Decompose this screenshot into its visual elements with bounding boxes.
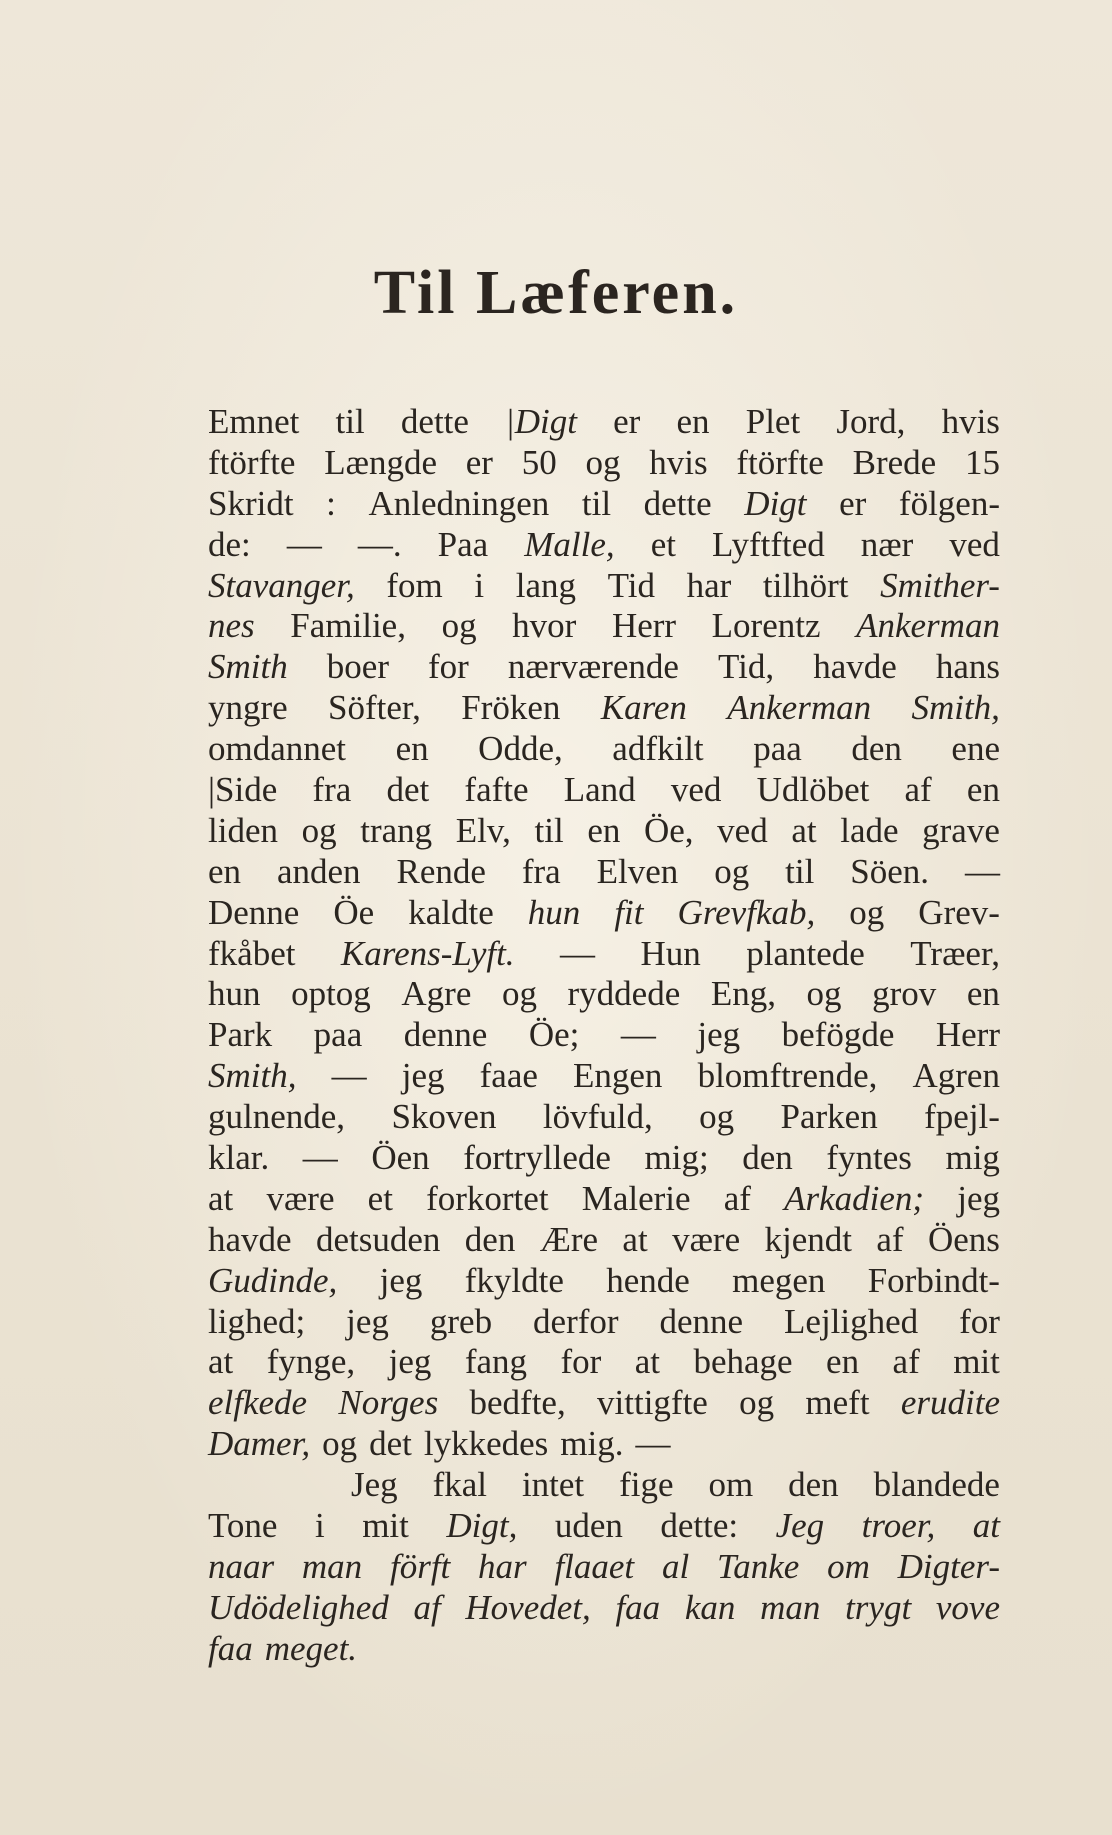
- word: Söen.: [850, 851, 930, 891]
- word: kjendt: [764, 1219, 852, 1259]
- word: —: [620, 1015, 656, 1055]
- word: boer: [326, 647, 389, 687]
- word: at: [791, 810, 817, 850]
- paragraph2-line: [208, 1629, 1000, 1670]
- word: være: [266, 1178, 335, 1218]
- word: Forbindt-: [867, 1260, 1000, 1300]
- word: |Digt: [505, 402, 577, 441]
- word: Öen: [371, 1138, 430, 1178]
- word: vove: [935, 1587, 1000, 1627]
- word: Land: [563, 770, 636, 810]
- word: forkortet: [426, 1178, 549, 1218]
- word: fra: [521, 851, 561, 891]
- word: trang: [360, 810, 433, 850]
- word: Lyftfted: [712, 524, 825, 564]
- word: paa: [753, 729, 802, 769]
- word: naar: [208, 1546, 275, 1586]
- word: Tone: [208, 1506, 278, 1546]
- word: ved: [717, 810, 768, 850]
- word: Parken: [780, 1097, 878, 1137]
- word: Lorentz: [711, 606, 821, 646]
- word: intet: [521, 1465, 585, 1505]
- word: optog: [291, 974, 371, 1014]
- word: Park: [208, 1015, 273, 1055]
- word: til: [335, 402, 365, 441]
- word: at: [208, 1178, 234, 1218]
- paragraph1-line: [208, 1097, 1000, 1138]
- word: Tid: [607, 565, 655, 605]
- word: ved: [670, 770, 722, 810]
- word: Malerie: [581, 1178, 691, 1218]
- paragraph1-line: [208, 1056, 1000, 1097]
- word: en: [208, 851, 242, 891]
- word: hende: [606, 1260, 690, 1300]
- word: det: [386, 770, 430, 810]
- word: man: [760, 1587, 821, 1627]
- word: Jeg: [775, 1506, 825, 1546]
- word: ved: [949, 524, 1000, 564]
- word: denne: [403, 1015, 488, 1055]
- word: flaaet: [554, 1546, 635, 1586]
- paragraph1-line: [208, 688, 1000, 729]
- word: Skridt: [208, 483, 294, 523]
- word: er: [613, 402, 641, 441]
- word: det: [369, 1424, 412, 1464]
- word: og: [322, 1424, 358, 1464]
- word: har: [478, 1546, 527, 1586]
- word: et: [650, 524, 676, 564]
- word: megen: [732, 1260, 826, 1300]
- word: Emnet: [208, 402, 300, 441]
- word: Herr: [611, 606, 677, 646]
- paragraph1-line: [208, 443, 1000, 484]
- word: hun: [208, 974, 261, 1014]
- word: Anledningen: [368, 483, 550, 523]
- word: mig: [945, 1138, 1000, 1178]
- word: paa: [313, 1015, 363, 1055]
- word: Eng,: [710, 974, 776, 1014]
- word: en: [826, 1342, 860, 1382]
- word: gulnende,: [208, 1097, 346, 1137]
- paragraph1-line: [208, 1424, 1000, 1465]
- word: ene: [951, 729, 1000, 769]
- word: blandede: [873, 1465, 1000, 1505]
- word: |Side: [208, 770, 278, 810]
- word: faa: [208, 1628, 253, 1668]
- word: Rende: [396, 851, 486, 891]
- word: Karens-Lyft.: [340, 933, 515, 973]
- word: mit: [362, 1506, 409, 1546]
- word: liden: [208, 810, 278, 850]
- word: Digt: [744, 483, 807, 523]
- paragraph1-line: [208, 484, 1000, 525]
- word: er: [839, 483, 867, 523]
- word: af: [723, 1178, 751, 1218]
- word: for: [959, 1301, 1000, 1341]
- word: Plet: [745, 402, 801, 441]
- page-title: Til Læferen.: [373, 259, 739, 327]
- word: i: [474, 565, 485, 605]
- word: man: [301, 1546, 363, 1586]
- word: og: [585, 442, 621, 482]
- word: klar.: [208, 1138, 270, 1178]
- word: 50: [521, 442, 557, 482]
- word: og: [699, 1097, 735, 1137]
- word: jeg: [697, 1015, 741, 1055]
- word: fortryllede: [463, 1138, 611, 1178]
- word: Lejlighed: [784, 1301, 919, 1341]
- word: fra: [312, 770, 352, 810]
- word: Længde: [324, 442, 437, 482]
- paragraph1-line: [208, 729, 1000, 770]
- word: jeg: [346, 1301, 389, 1341]
- word: fit: [614, 892, 644, 932]
- paragraph1-line: [208, 852, 1000, 893]
- paragraph1-line: [208, 1220, 1000, 1261]
- paragraph1-line: [208, 1138, 1000, 1179]
- word: af: [892, 1342, 920, 1382]
- word: al: [661, 1546, 690, 1586]
- word: Fröken: [461, 688, 561, 728]
- paragraph2-line: [208, 1588, 1000, 1629]
- word: fkåbet: [208, 933, 296, 973]
- word: jeg: [957, 1178, 1000, 1218]
- word: —: [331, 1056, 367, 1096]
- word: plantede: [746, 933, 865, 973]
- word: trygt: [845, 1587, 912, 1627]
- word: fkyldte: [464, 1260, 564, 1300]
- word: —: [560, 933, 596, 973]
- paragraph1-line: [208, 893, 1000, 934]
- word: Ankerman: [727, 688, 872, 728]
- word: og: [501, 974, 537, 1014]
- word: lade: [840, 810, 899, 850]
- word: Malle,: [524, 524, 615, 564]
- word: og: [806, 974, 842, 1014]
- word: for: [560, 1342, 602, 1382]
- word: Digt,: [446, 1506, 518, 1546]
- word: Træer,: [910, 933, 1000, 973]
- word: jeg: [388, 1342, 432, 1382]
- word: Hun: [640, 933, 701, 973]
- word: Engen: [573, 1056, 663, 1096]
- word: Elven: [596, 851, 679, 891]
- word: Hovedet,: [465, 1587, 591, 1627]
- word: en: [395, 729, 429, 769]
- word: Agre: [401, 974, 472, 1014]
- word: en: [966, 974, 1000, 1014]
- word: havde: [813, 647, 897, 687]
- word: Stavanger,: [208, 565, 355, 605]
- word: :: [326, 483, 336, 523]
- paragraph2-line: [208, 1465, 1000, 1506]
- word: Öe;: [528, 1015, 580, 1055]
- word: fom: [386, 565, 443, 605]
- word: ftörfte: [208, 442, 296, 482]
- word: befögde: [781, 1015, 895, 1055]
- word: for: [428, 647, 469, 687]
- word: Öens: [927, 1219, 1000, 1259]
- word: og: [441, 606, 477, 646]
- word: fölgen-: [898, 483, 1000, 523]
- word: være: [672, 1219, 741, 1259]
- word: fyntes: [826, 1138, 912, 1178]
- paragraph1-line: [208, 770, 1000, 811]
- word: mig.: [560, 1424, 624, 1464]
- word: fang: [464, 1342, 528, 1382]
- word: Smith,: [911, 688, 1000, 728]
- word: Öe,: [643, 810, 694, 850]
- word: at: [972, 1506, 1000, 1546]
- word: en: [587, 810, 621, 850]
- word: fynge,: [266, 1342, 356, 1382]
- word: Digter-: [897, 1546, 1000, 1586]
- word: yngre: [208, 688, 288, 728]
- word: ryddede: [567, 974, 681, 1014]
- word: et: [367, 1178, 393, 1218]
- word: at: [622, 1219, 648, 1259]
- word: Tid,: [718, 647, 775, 687]
- word: Smith,: [208, 1056, 297, 1096]
- paragraph1-line: [208, 1015, 1000, 1056]
- word: dette:: [660, 1506, 739, 1546]
- word: hvor: [512, 606, 577, 646]
- word: omdannet: [208, 729, 347, 769]
- word: detsuden: [315, 1219, 441, 1259]
- word: den: [742, 1138, 793, 1178]
- word: Udlöbet: [756, 770, 870, 810]
- word: er: [465, 442, 493, 482]
- word: Elv,: [455, 810, 511, 850]
- word: derfor: [533, 1301, 619, 1341]
- word: Herr: [935, 1015, 1000, 1055]
- word: at: [208, 1342, 234, 1382]
- word: Denne: [208, 892, 300, 932]
- word: hvis: [649, 442, 708, 482]
- word: havde: [208, 1219, 292, 1259]
- word: til: [581, 483, 612, 523]
- word: dette: [400, 402, 469, 441]
- word: lykkedes: [423, 1424, 549, 1464]
- word: elfkede: [208, 1383, 308, 1423]
- word: Öe: [333, 892, 375, 932]
- word: den: [851, 729, 902, 769]
- word: til: [785, 851, 815, 891]
- word: uden: [554, 1506, 623, 1546]
- word: har: [686, 565, 732, 605]
- word: grov: [872, 974, 937, 1014]
- word: nær: [860, 524, 914, 564]
- word: af: [904, 770, 932, 810]
- paragraph2-line: [208, 1547, 1000, 1588]
- word: greb: [429, 1301, 493, 1341]
- word: faae: [479, 1056, 538, 1096]
- word: af: [876, 1219, 904, 1259]
- word: —: [964, 851, 1000, 891]
- word: om: [708, 1465, 754, 1505]
- word: fkal: [432, 1465, 488, 1505]
- word: denne: [659, 1301, 744, 1341]
- word: Gudinde,: [208, 1260, 338, 1300]
- word: lövfuld,: [542, 1097, 653, 1137]
- paragraph2-line: [208, 1506, 1000, 1547]
- word: Jord,: [836, 402, 906, 441]
- paragraph1-line: [208, 1342, 1000, 1383]
- word: grave: [922, 810, 1000, 850]
- word: anden: [276, 851, 361, 891]
- word: Smither-: [880, 565, 1000, 605]
- word: Grevfkab,: [677, 892, 816, 932]
- word: den: [464, 1219, 516, 1259]
- word: adfkilt: [612, 729, 704, 769]
- word: om: [827, 1546, 870, 1586]
- word: fige: [619, 1465, 674, 1505]
- word: —: [286, 524, 322, 564]
- word: meget.: [264, 1628, 358, 1668]
- word: Tanke: [716, 1546, 800, 1586]
- word: hvis: [941, 402, 1000, 441]
- word: nes: [208, 606, 255, 646]
- word: de:: [208, 524, 251, 564]
- paragraph1-line: [208, 1383, 1000, 1424]
- word: fpejl-: [924, 1097, 1000, 1137]
- word: nærværende: [507, 647, 679, 687]
- word: og: [739, 1383, 775, 1423]
- word: jeg: [401, 1056, 445, 1096]
- word: til: [534, 810, 564, 850]
- paragraph1-line: [208, 1302, 1000, 1343]
- word: mig;: [644, 1138, 709, 1178]
- word: Familie,: [290, 606, 406, 646]
- word: Jeg: [351, 1465, 398, 1505]
- word: Ære: [539, 1219, 599, 1259]
- word: jeg: [379, 1260, 423, 1300]
- word: kaldte: [408, 892, 494, 932]
- word: erudite: [900, 1383, 1000, 1423]
- word: blomftrende,: [697, 1056, 878, 1096]
- word: Odde,: [478, 729, 563, 769]
- word: —: [302, 1138, 338, 1178]
- word: hun: [527, 892, 581, 932]
- word: —: [635, 1424, 671, 1464]
- word: mit: [953, 1342, 1000, 1382]
- word: dette: [643, 483, 712, 523]
- word: Karen: [600, 688, 687, 728]
- word: vittigfte: [597, 1383, 708, 1423]
- word: at: [634, 1342, 661, 1382]
- word: hans: [935, 647, 1000, 687]
- word: Norges: [338, 1383, 439, 1423]
- word: i: [314, 1506, 325, 1546]
- word: Damer,: [208, 1424, 311, 1464]
- word: og: [849, 892, 885, 932]
- word: og: [714, 851, 750, 891]
- word: en: [966, 770, 1000, 810]
- word: meft: [805, 1383, 870, 1423]
- word: lang: [515, 565, 577, 605]
- paragraph1-line: [208, 606, 1000, 647]
- word: troer,: [861, 1506, 936, 1546]
- word: ftörfte: [736, 442, 824, 482]
- word: Ankerman: [856, 606, 1000, 646]
- word: og: [301, 810, 337, 850]
- word: Paa: [437, 524, 489, 564]
- word: Agren: [912, 1056, 1000, 1096]
- paragraph1-line: [208, 647, 1000, 688]
- word: Udödelighed: [208, 1587, 389, 1627]
- body-text: [208, 402, 1000, 1670]
- word: af: [413, 1587, 441, 1627]
- word: kan: [684, 1587, 736, 1627]
- word: Arkadien;: [784, 1178, 925, 1218]
- word: Skoven: [391, 1097, 497, 1137]
- paragraph1-line: [208, 934, 1000, 975]
- word: Grev-: [918, 892, 1000, 932]
- paragraph1-line: [208, 1261, 1000, 1302]
- paragraph1-line: [208, 811, 1000, 852]
- word: behage: [693, 1342, 793, 1382]
- word: förft: [389, 1546, 451, 1586]
- paragraph1-line: [208, 974, 1000, 1015]
- word: en: [676, 402, 710, 441]
- word: den: [788, 1465, 839, 1505]
- word: faa: [615, 1587, 661, 1627]
- word: 15: [964, 442, 1000, 482]
- word: tilhört: [762, 565, 849, 605]
- word: lighed;: [208, 1301, 306, 1341]
- word: Brede: [852, 442, 937, 482]
- word: Söfter,: [328, 688, 421, 728]
- paragraph1-line: [208, 566, 1000, 607]
- paragraph1-line: [208, 402, 1000, 443]
- word: Smith: [208, 647, 288, 687]
- paragraph1-line: [208, 525, 1000, 566]
- word: bedfte,: [469, 1383, 566, 1423]
- paragraph1-line: [208, 1179, 1000, 1220]
- word: fafte: [464, 770, 529, 810]
- word: —.: [357, 524, 402, 564]
